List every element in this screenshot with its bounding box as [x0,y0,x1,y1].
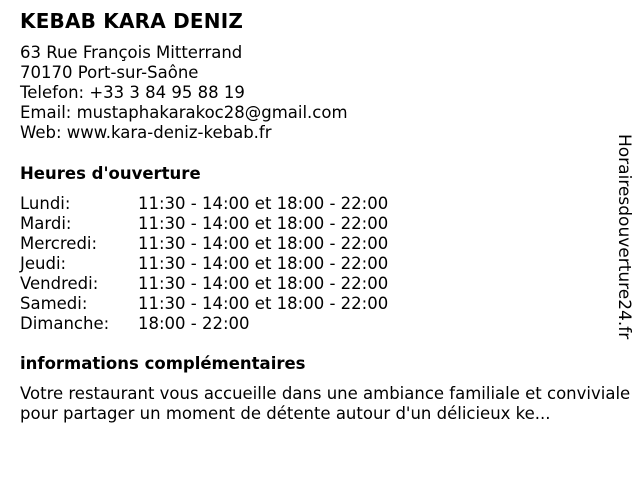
hours-row-tuesday [20,214,388,234]
hours-time: 11:30 - 14:00 et 18:00 - 22:00 [138,194,389,213]
watermark [612,134,636,346]
hours-day: Jeudi: [20,254,67,273]
address-street: 63 Rue François Mitterrand [20,43,243,62]
hours-day: Mardi: [20,214,72,233]
address-city: 70170 Port-sur-Saône [20,63,199,82]
watermark-text: Horairesdouverture24.fr [614,134,634,340]
opening-hours-table [20,194,388,334]
hours-row-sunday [20,314,388,334]
contact-block [20,43,348,143]
hours-day: Lundi: [20,194,71,213]
business-name: KEBAB KARA DENIZ [20,9,244,33]
hours-row-friday [20,274,388,294]
hours-row-thursday [20,254,388,274]
hours-time: 11:30 - 14:00 et 18:00 - 22:00 [138,274,389,293]
website-line: Web: www.kara-deniz-kebab.fr [20,123,272,142]
hours-day: Mercredi: [20,234,98,253]
hours-row-monday [20,194,388,214]
opening-hours-heading: Heures d'ouverture [20,164,201,183]
hours-time: 11:30 - 14:00 et 18:00 - 22:00 [138,294,389,313]
additional-info-heading: informations complémentaires [20,354,306,373]
phone-line: Telefon: +33 3 84 95 88 19 [20,83,245,102]
hours-time: 11:30 - 14:00 et 18:00 - 22:00 [138,234,389,253]
hours-day: Dimanche: [20,314,110,333]
hours-time: 11:30 - 14:00 et 18:00 - 22:00 [138,214,389,233]
restaurant-description: Votre restaurant vous accueille dans une ambiance familiale et conviviale pour partager un moment de détente autour d'un délicieux ke... [20,384,631,423]
hours-row-saturday [20,294,388,314]
hours-time: 11:30 - 14:00 et 18:00 - 22:00 [138,254,389,273]
hours-day: Vendredi: [20,274,99,293]
hours-row-wednesday [20,234,388,254]
hours-time: 18:00 - 22:00 [138,314,250,333]
hours-day: Samedi: [20,294,88,313]
email-line: Email: mustaphakarakoc28@gmail.com [20,103,348,122]
